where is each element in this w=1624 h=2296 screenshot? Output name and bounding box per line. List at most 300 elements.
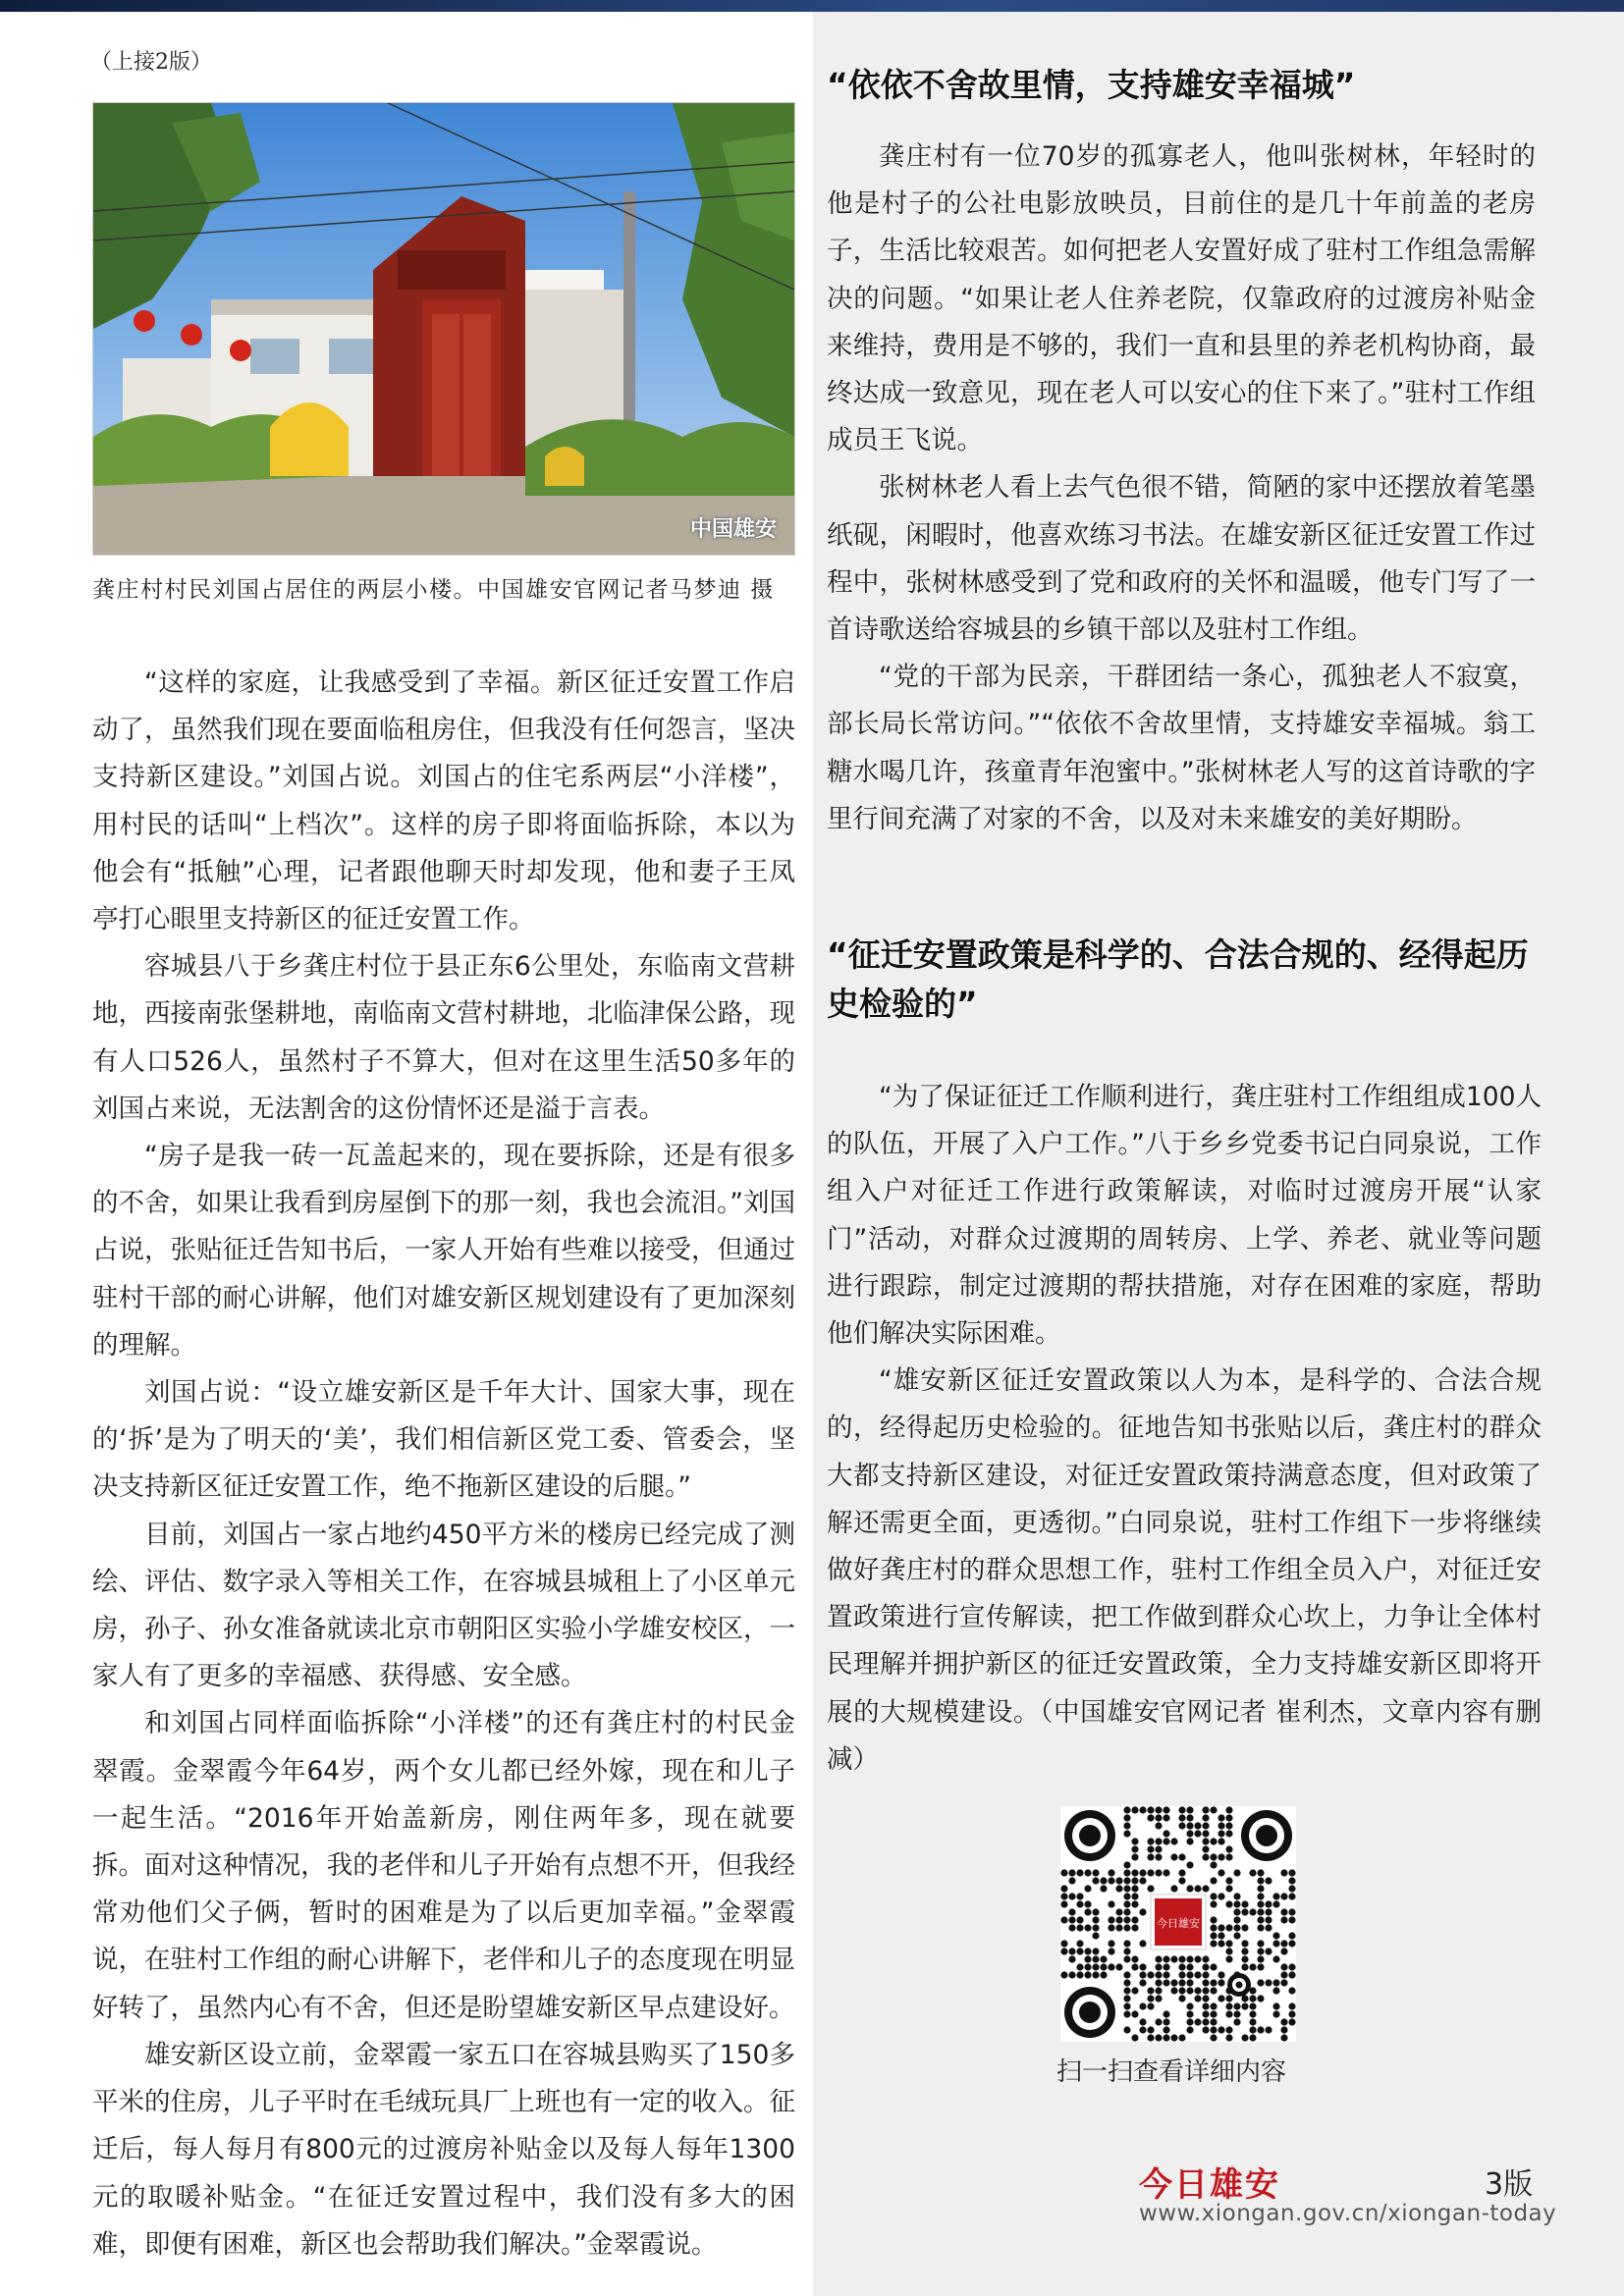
- qr-module: [1241, 1948, 1248, 1954]
- qr-module: [1288, 1893, 1295, 1899]
- qr-module: [1272, 1979, 1279, 1986]
- qr-module: [1249, 2034, 1256, 2041]
- qr-module: [1257, 1955, 1264, 1962]
- photo-caption: 龚庄村村民刘国占居住的两层小楼。中国雄安官网记者马梦迪 摄: [92, 577, 775, 603]
- continued-from-label: （上接2版）: [90, 50, 212, 75]
- qr-module: [1084, 1948, 1091, 1954]
- photo-watermark: 中国雄安: [689, 516, 777, 542]
- qr-module: [1265, 1877, 1272, 1884]
- qr-module: [1233, 1900, 1240, 1907]
- qr-module: [1210, 1979, 1217, 1986]
- qr-module: [1100, 1971, 1107, 1978]
- qr-module: [1288, 1908, 1295, 1915]
- qr-module: [1288, 1885, 1295, 1892]
- qr-module: [1108, 1869, 1114, 1876]
- qr-module: [1170, 1838, 1177, 1844]
- qr-module: [1147, 1806, 1154, 1813]
- qr-module: [1163, 2018, 1169, 2025]
- qr-module: [1202, 1971, 1209, 1978]
- qr-module: [1076, 1916, 1083, 1923]
- qr-module: [1186, 2026, 1193, 2033]
- qr-module: [1131, 1900, 1138, 1907]
- article-paragraph: 龚庄村有一位70岁的孤寡老人，他叫张树林，年轻时的他是村子的公社电影放映员，目前住的是几十年前盖的老房子，生活比较艰苦。如何把老人安置好成了驻村工作组急需解决的问题。“如果让老人住养老院，仅靠政府的过渡房补贴金来维持，费用是不够的，我们一直和县里的养老机构协商，最终达成一致意见，现在老人可以安心的住下来了。”驻村工作组成员王飞说。: [827, 141, 1536, 456]
- qr-module: [1084, 1924, 1091, 1931]
- qr-module: [1068, 1948, 1075, 1954]
- qr-module: [1202, 1979, 1209, 1986]
- qr-module: [1280, 1971, 1287, 1978]
- qr-module: [1084, 1885, 1091, 1892]
- qr-module: [1092, 1916, 1099, 1923]
- article-paragraph: “党的干部为民亲，干群团结一条心，孤独老人不寂寞，部长局长常访问。”“依依不舍故里情，支持雄安幸福城。翁工糖水喝几许，孩童青年泡蜜中。”张树林老人写的这首诗歌的字里行间充满了对家的不舍，以及对未来雄安的美好期盼。: [827, 662, 1536, 834]
- qr-module: [1155, 1955, 1162, 1962]
- qr-module: [1210, 1924, 1217, 1931]
- qr-module: [1170, 1955, 1177, 1962]
- qr-module: [1108, 1916, 1114, 1923]
- qr-module: [1155, 1995, 1162, 2002]
- qr-module: [1092, 1908, 1099, 1915]
- qr-module: [1257, 1995, 1264, 2002]
- qr-module: [1265, 1924, 1272, 1931]
- qr-module: [1147, 1869, 1154, 1876]
- qr-code[interactable]: [1060, 1806, 1296, 2042]
- qr-module: [1178, 1869, 1185, 1876]
- qr-module: [1257, 1893, 1264, 1899]
- qr-module: [1218, 1995, 1224, 2002]
- qr-module: [1131, 1893, 1138, 1899]
- qr-module: [1202, 1963, 1209, 1970]
- qr-module: [1225, 1830, 1232, 1837]
- qr-module: [1163, 1963, 1169, 1970]
- qr-module: [1147, 1971, 1154, 1978]
- qr-module: [1280, 1963, 1287, 1970]
- qr-module: [1202, 2026, 1209, 2033]
- qr-module: [1272, 1940, 1279, 1947]
- qr-module: [1076, 1963, 1083, 1970]
- qr-module: [1225, 1995, 1232, 2002]
- qr-module: [1225, 2010, 1232, 2017]
- qr-module: [1210, 2018, 1217, 2025]
- qr-module: [1115, 1877, 1122, 1884]
- qr-module: [1288, 1940, 1295, 1947]
- qr-module: [1115, 1916, 1122, 1923]
- qr-module: [1225, 1940, 1232, 1947]
- qr-module: [1068, 1971, 1075, 1978]
- qr-module: [1186, 1885, 1193, 1892]
- qr-module: [1202, 1814, 1209, 1821]
- qr-module: [1218, 1853, 1224, 1860]
- qr-module: [1076, 1948, 1083, 1954]
- qr-module: [1280, 1893, 1287, 1899]
- qr-module: [1155, 1838, 1162, 1844]
- qr-module: [1076, 1971, 1083, 1978]
- qr-module: [1265, 1916, 1272, 1923]
- qr-module: [1225, 1955, 1232, 1962]
- qr-module: [1084, 1900, 1091, 1907]
- qr-module: [1155, 1963, 1162, 1970]
- qr-module: [1170, 1979, 1177, 1986]
- qr-module: [1123, 1830, 1130, 1837]
- qr-module: [1288, 2010, 1295, 2017]
- qr-module: [1108, 1940, 1114, 1947]
- qr-module: [1272, 1955, 1279, 1962]
- qr-module: [1280, 1979, 1287, 1986]
- qr-module: [1218, 1822, 1224, 1829]
- qr-module: [1123, 1995, 1130, 2002]
- qr-module: [1210, 1861, 1217, 1868]
- qr-module: [1194, 1885, 1201, 1892]
- qr-module: [1257, 1924, 1264, 1931]
- article-paragraph: “这样的家庭，让我感受到了幸福。新区征迁安置工作启动了，虽然我们现在要面临租房住，但我没有任何怨言，坚决支持新区建设。”刘国占说。刘国占的住宅系两层“小洋楼”，用村民的话叫“上档次”。这样的房子即将面临拆除，本以为他会有“抵触”心理，记者跟他聊天时却发现，他和妻子王凤亭打心眼里支持新区的征迁安置工作。: [92, 667, 795, 935]
- qr-module: [1131, 1987, 1138, 1994]
- qr-module: [1210, 2010, 1217, 2017]
- qr-module: [1218, 1940, 1224, 1947]
- qr-module: [1210, 1806, 1217, 1813]
- qr-module: [1257, 1979, 1264, 1986]
- qr-module: [1139, 1806, 1146, 1813]
- qr-module: [1123, 1806, 1130, 1813]
- qr-module: [1280, 1948, 1287, 1954]
- qr-module: [1131, 1916, 1138, 1923]
- qr-module: [1272, 1987, 1279, 1994]
- qr-module: [1280, 1869, 1287, 1876]
- qr-caption: 扫一扫查看详细内容: [1056, 2057, 1287, 2087]
- qr-module: [1060, 1916, 1067, 1923]
- qr-module: [1155, 1822, 1162, 1829]
- qr-module: [1060, 1971, 1067, 1978]
- qr-module: [1249, 2002, 1256, 2009]
- qr-module: [1218, 1893, 1224, 1899]
- article-paragraph: 容城县八于乡龚庄村位于县正东6公里处，东临南文营耕地，西接南张堡耕地，南临南文营村耕地，北临津保公路，现有人口526人，虽然村子不算大，但对在这里生活50多年的刘国占来说，无法割舍的这份情怀还是溢于言表。: [92, 951, 795, 1124]
- qr-module: [1100, 1885, 1107, 1892]
- qr-module: [1068, 1908, 1075, 1915]
- qr-code-graphic: [1060, 1806, 1296, 2042]
- article-paragraph: 目前，刘国占一家占地约450平方米的楼房已经完成了测绘、评估、数字录入等相关工作，在容城县城租上了小区单元房，孙子、孙女准备就读北京市朝阳区实验小学雄安校区，一家人有了更多的幸福感、获得感、安全感。: [92, 1519, 795, 1692]
- qr-module: [1163, 1830, 1169, 1837]
- qr-module: [1186, 1838, 1193, 1844]
- qr-module: [1155, 2034, 1162, 2041]
- qr-module: [1210, 2026, 1217, 2033]
- qr-module: [1210, 1853, 1217, 1860]
- qr-module: [1147, 1987, 1154, 1994]
- article-paragraph: 雄安新区设立前，金翠霞一家五口在容城县购买了150多平米的住房，儿子平时在毛绒玩具厂上班也有一定的收入。征迁后，每人每月有800元的过渡房补贴金以及每人每年1300元的取暖补贴金。“在征迁安置过程中，我们没有多大的困难，即便有困难，新区也会帮助我们解决。”金翠霞说。: [92, 2039, 795, 2260]
- qr-module: [1288, 2018, 1295, 2025]
- qr-module: [1265, 1900, 1272, 1907]
- qr-module: [1068, 1893, 1075, 1899]
- qr-module: [1155, 2018, 1162, 2025]
- qr-module: [1186, 1955, 1193, 1962]
- qr-module: [1163, 1971, 1169, 1978]
- qr-module: [1100, 1877, 1107, 1884]
- qr-module: [1178, 1877, 1185, 1884]
- qr-module: [1100, 1963, 1107, 1970]
- qr-module: [1225, 1806, 1232, 1813]
- qr-module: [1241, 1940, 1248, 1947]
- qr-module: [1076, 1893, 1083, 1899]
- qr-module: [1233, 1924, 1240, 1931]
- section-heading-1: “依依不舍故里情，支持雄安幸福城”: [827, 66, 1356, 104]
- qr-module: [1163, 2010, 1169, 2017]
- qr-module: [1092, 1948, 1099, 1954]
- qr-module: [1139, 1971, 1146, 1978]
- qr-module: [1280, 1908, 1287, 1915]
- qr-module: [1202, 2002, 1209, 2009]
- masthead-logo: 今日雄安: [1139, 2165, 1280, 2205]
- qr-module: [1131, 1885, 1138, 1892]
- qr-module: [1257, 1877, 1264, 1884]
- qr-module: [1218, 1869, 1224, 1876]
- qr-module: [1131, 1963, 1138, 1970]
- qr-module: [1123, 1971, 1130, 1978]
- qr-module: [1155, 1853, 1162, 1860]
- qr-module: [1178, 1806, 1185, 1813]
- qr-module: [1210, 2002, 1217, 2009]
- qr-module: [1265, 1979, 1272, 1986]
- qr-module: [1202, 2010, 1209, 2017]
- qr-module: [1068, 1877, 1075, 1884]
- qr-module: [1163, 1979, 1169, 1986]
- qr-module: [1147, 2026, 1154, 2033]
- qr-module: [1155, 1979, 1162, 1986]
- qr-module: [1123, 1900, 1130, 1907]
- qr-module: [1163, 1814, 1169, 1821]
- qr-module: [1155, 1869, 1162, 1876]
- qr-module: [1076, 1940, 1083, 1947]
- qr-module: [1115, 1924, 1122, 1931]
- qr-module: [1210, 1900, 1217, 1907]
- qr-module: [1233, 1869, 1240, 1876]
- right-article-section-2: [827, 1074, 1542, 1784]
- qr-module: [1202, 1838, 1209, 1844]
- qr-module: [1131, 2010, 1138, 2017]
- qr-module: [1218, 1814, 1224, 1821]
- qr-module: [1257, 1885, 1264, 1892]
- qr-module: [1131, 2034, 1138, 2041]
- qr-module: [1241, 2034, 1248, 2041]
- qr-module: [1123, 1916, 1130, 1923]
- qr-module: [1092, 1971, 1099, 1978]
- qr-module: [1280, 1940, 1287, 1947]
- qr-module: [1225, 2026, 1232, 2033]
- qr-module: [1202, 1987, 1209, 1994]
- qr-module: [1076, 1900, 1083, 1907]
- qr-module: [1218, 1830, 1224, 1837]
- site-url[interactable]: www.xiongan.gov.cn/xiongan-today: [1139, 2201, 1557, 2226]
- qr-module: [1241, 1955, 1248, 1962]
- qr-module: [1147, 1853, 1154, 1860]
- qr-module: [1076, 1924, 1083, 1931]
- qr-module: [1108, 1924, 1114, 1931]
- qr-module: [1139, 1940, 1146, 1947]
- qr-module: [1202, 1830, 1209, 1837]
- qr-module: [1225, 1853, 1232, 1860]
- qr-module: [1280, 2018, 1287, 2025]
- qr-module: [1123, 1924, 1130, 1931]
- qr-module: [1170, 1987, 1177, 1994]
- qr-module: [1092, 1869, 1099, 1876]
- qr-module: [1280, 2034, 1287, 2041]
- qr-module: [1194, 1987, 1201, 1994]
- qr-module: [1068, 1916, 1075, 1923]
- qr-module: [1084, 1908, 1091, 1915]
- qr-module: [1123, 1861, 1130, 1868]
- qr-module: [1194, 1995, 1201, 2002]
- qr-module: [1123, 1814, 1130, 1821]
- qr-module: [1218, 1979, 1224, 1986]
- qr-module: [1084, 1869, 1091, 1876]
- qr-module: [1257, 1869, 1264, 1876]
- article-paragraph: 张树林老人看上去气色很不错，简陋的家中还摆放着笔墨纸砚，闲暇时，他喜欢练习书法。在雄安新区征迁安置工作过程中，张树林感受到了党和政府的关怀和温暖，他专门写了一首诗歌送给容城县的乡镇干部以及驻村工作组。: [827, 472, 1536, 646]
- qr-module: [1123, 1987, 1130, 1994]
- qr-module: [1178, 2034, 1185, 2041]
- qr-module: [1257, 1916, 1264, 1923]
- qr-module: [1225, 1885, 1232, 1892]
- qr-module: [1249, 2026, 1256, 2033]
- qr-module: [1139, 2026, 1146, 2033]
- qr-module: [1147, 1838, 1154, 1844]
- qr-module: [1186, 1806, 1193, 1813]
- qr-module: [1225, 1822, 1232, 1829]
- qr-module: [1131, 1838, 1138, 1844]
- qr-module: [1257, 1940, 1264, 1947]
- qr-module: [1257, 1908, 1264, 1915]
- qr-module: [1186, 2002, 1193, 2009]
- qr-module: [1233, 1916, 1240, 1923]
- qr-module: [1272, 1932, 1279, 1939]
- qr-module: [1186, 1979, 1193, 1986]
- qr-module: [1249, 2010, 1256, 2017]
- qr-module: [1241, 1900, 1248, 1907]
- qr-module: [1288, 1869, 1295, 1876]
- article-paragraph: 和刘国占同样面临拆除“小洋楼”的还有龚庄村的村民金翠霞。金翠霞今年64岁，两个女儿都已经外嫁，现在和儿子一起生活。“2016年开始盖新房，刚住两年多，现在就要拆。面对这种情况，我的老伴和儿子开始有点想不开，但我经常劝他们父子俩，暂时的困难是为了以后更加幸福。”金翠霞说，在驻村工作组的耐心讲解下，老伴和儿子的态度现在明显好转了，虽然内心有不舍，但还是盼望雄安新区早点建设好。: [92, 1708, 795, 2023]
- qr-module: [1155, 1806, 1162, 1813]
- qr-module: [1163, 2034, 1169, 2041]
- qr-module: [1131, 1877, 1138, 1884]
- qr-module: [1147, 1845, 1154, 1852]
- qr-module: [1210, 1932, 1217, 1939]
- qr-module: [1202, 1853, 1209, 1860]
- qr-module: [1092, 1963, 1099, 1970]
- qr-module: [1265, 1948, 1272, 1954]
- qr-module: [1108, 1963, 1114, 1970]
- qr-module: [1163, 1869, 1169, 1876]
- qr-module: [1170, 1885, 1177, 1892]
- qr-module: [1280, 2026, 1287, 2033]
- qr-module: [1249, 2018, 1256, 2025]
- qr-module: [1249, 1995, 1256, 2002]
- qr-module: [1123, 1885, 1130, 1892]
- qr-module: [1123, 1955, 1130, 1962]
- qr-module: [1186, 1814, 1193, 1821]
- qr-module: [1225, 1900, 1232, 1907]
- qr-module: [1178, 1822, 1185, 1829]
- qr-module: [1178, 1814, 1185, 1821]
- qr-module: [1186, 1830, 1193, 1837]
- qr-module: [1225, 2034, 1232, 2041]
- article-paragraph: 刘国占说：“设立雄安新区是千年大计、国家大事，现在的‘拆’是为了明天的‘美’，我们相信新区党工委、管委会，坚决支持新区征迁安置工作，绝不拖新区建设的后腿。”: [92, 1377, 795, 1503]
- qr-module: [1060, 1948, 1067, 1954]
- qr-module: [1131, 1869, 1138, 1876]
- qr-module: [1108, 1948, 1114, 1954]
- qr-module: [1249, 1908, 1256, 1915]
- qr-module: [1131, 1806, 1138, 1813]
- qr-module: [1163, 1838, 1169, 1844]
- qr-module: [1170, 1853, 1177, 1860]
- qr-module: [1225, 1948, 1232, 1954]
- qr-module: [1155, 1971, 1162, 1978]
- qr-module: [1108, 1900, 1114, 1907]
- qr-module: [1288, 1963, 1295, 1970]
- qr-module: [1225, 1845, 1232, 1852]
- village-house-photo: [92, 102, 795, 556]
- qr-module: [1210, 1940, 1217, 1947]
- qr-module: [1218, 2026, 1224, 2033]
- qr-module: [1123, 1893, 1130, 1899]
- qr-module: [1257, 1900, 1264, 1907]
- qr-module: [1233, 1893, 1240, 1899]
- qr-module: [1131, 1955, 1138, 1962]
- qr-module: [1139, 1908, 1146, 1915]
- qr-module: [1257, 1948, 1264, 1954]
- qr-module: [1147, 2034, 1154, 2041]
- qr-module: [1123, 1948, 1130, 1954]
- qr-module: [1108, 1877, 1114, 1884]
- qr-module: [1194, 1955, 1201, 1962]
- qr-module: [1241, 1963, 1248, 1970]
- qr-module: [1210, 1838, 1217, 1844]
- article-paragraph: “雄安新区征迁安置政策以人为本，是科学的、合法合规的，经得起历史检验的。征地告知书张贴以后，龚庄村的群众大都支持新区建设，对征迁安置政策持满意态度，但对政策了解还需更全面，更透彻。”白同泉说，驻村工作组下一步将继续做好龚庄村的群众思想工作，驻村工作组全员入户，对征迁安置政策进行宣传解读，把工作做到群众心坎上，力争让全体村民理解并拥护新区的征迁安置政策，全力支持雄安新区即将开展的大规模建设。（中国雄安官网记者 崔利杰，文章内容有删减）: [827, 1365, 1542, 1775]
- qr-module: [1218, 1838, 1224, 1844]
- qr-module: [1233, 1908, 1240, 1915]
- qr-center-label: 今日雄安: [1157, 1917, 1200, 1930]
- qr-module: [1178, 1963, 1185, 1970]
- right-article-section-1: [827, 133, 1536, 843]
- qr-module: [1123, 1869, 1130, 1876]
- qr-module: [1194, 1971, 1201, 1978]
- qr-module: [1155, 1814, 1162, 1821]
- qr-module: [1233, 2010, 1240, 2017]
- section-heading-2: “征迁安置政策是科学的、合法合规的、经得起历史检验的”: [827, 935, 1529, 1023]
- qr-module: [1265, 1908, 1272, 1915]
- qr-module: [1147, 2002, 1154, 2009]
- qr-module: [1115, 1885, 1122, 1892]
- qr-module: [1186, 1861, 1193, 1868]
- qr-module: [1084, 1963, 1091, 1970]
- qr-module: [1272, 1893, 1279, 1899]
- qr-module: [1280, 1916, 1287, 1923]
- qr-module: [1139, 2018, 1146, 2025]
- qr-module: [1288, 1971, 1295, 1978]
- qr-module: [1210, 2034, 1217, 2041]
- qr-module: [1202, 1885, 1209, 1892]
- qr-module: [1186, 2010, 1193, 2017]
- qr-module: [1060, 1885, 1067, 1892]
- qr-module: [1218, 1971, 1224, 1978]
- qr-module: [1155, 1845, 1162, 1852]
- qr-module: [1288, 1932, 1295, 1939]
- qr-module: [1249, 1963, 1256, 1970]
- qr-module: [1265, 2026, 1272, 2033]
- qr-module: [1060, 1940, 1067, 1947]
- qr-module: [1233, 2018, 1240, 2025]
- qr-module: [1210, 1877, 1217, 1884]
- qr-module: [1225, 1877, 1232, 1884]
- qr-module: [1131, 1845, 1138, 1852]
- qr-module: [1202, 2018, 1209, 2025]
- qr-module: [1194, 1830, 1201, 1837]
- top-color-bar: [0, 0, 1624, 12]
- qr-module: [1139, 1963, 1146, 1970]
- qr-module: [1249, 1869, 1256, 1876]
